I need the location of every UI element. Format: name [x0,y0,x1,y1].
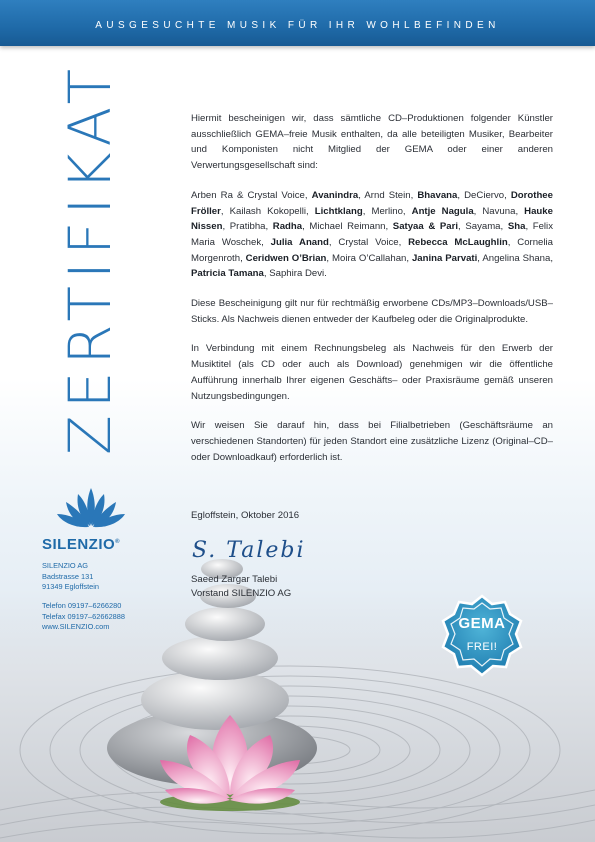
artist-name: Pratibha [229,221,266,233]
license-paragraph: In Verbindung mit einem Rechnungsbeleg als Nachweis für den Erwerb der Musiktitel (als CD oder auch als Download) genehmigen wir die öffentliche Aufführung innerhalb Ihrer eigenen Geschäfts– oder Praxisräume gemäß unseren Nutzungsbedingungen. [191,343,553,402]
intro-paragraph: Hiermit bescheinigen wir, dass sämtliche CD–Produktionen folgender Künstler ausschließlich GEMA–freie Musik enthalten, da alle beteiligten Musiker, Bearbeiter und Komponisten nicht Mitglied der GEMA oder einer anderen Verwertungsgesellschaft sind: [191,113,553,172]
artist-name: Dorothee Fröller [191,189,553,217]
header-tagline: AUSGESUCHTE MUSIK FÜR IHR WOHLBEFINDEN [95,20,500,31]
artist-name: Hauke Nissen [191,205,553,233]
certificate-body [191,111,553,479]
branch-paragraph: Wir weisen Sie darauf hin, dass bei Filialbetrieben (Geschäftsräume an verschiedenen Standorten) für jeden Standort eine zusätzliche Lizenz (Original–CD– oder Downloadkauf) erforderlich ist. [191,420,553,463]
silenzio-lotus-logo-icon [56,486,126,528]
artist-name: Kailash Kokopelli [229,205,307,217]
signer-name: Saeed Zargar Talebi [191,574,278,585]
artist-name: Angelina Shana [482,252,551,264]
company-website: www.SILENZIO.com [42,622,110,632]
company-phone: Telefon 09197–6266280 [42,601,122,610]
company-name: SILENZIO AG [42,561,88,570]
validity-paragraph: Diese Bescheinigung gilt nur für rechtmäßig erworbene CDs/MP3–Downloads/USB–Sticks. Als Nachweis dienen entweder der Kaufbeleg oder die Originalprodukte. [191,298,553,325]
artist-name: Moira O’Callahan [332,252,407,264]
artist-name: Rebecca McLaughlin [408,236,508,248]
artist-name: Bhavana [417,189,458,201]
artist-name: DeCiervo [464,189,505,201]
company-street: Badstrasse 131 [42,571,94,581]
artist-name: Arben Ra & Crystal Voice [191,189,305,201]
artist-name: Janina Parvati [411,252,478,264]
place-date: Egloffstein, Oktober 2016 [191,510,300,521]
brand-wordmark: SILENZIO [42,536,116,553]
artist-name: Arnd Stein [364,189,411,201]
artist-name: Navuna [482,205,516,217]
artist-name: Lichtklang [314,205,363,217]
artist-name: Saphira Devi [269,268,325,280]
brand-name [42,536,120,553]
company-address [42,561,99,593]
artist-name: Satyaa & Pari [392,221,459,233]
artist-name: Crystal Voice [338,236,399,248]
company-fax: Telefax 09197–62662888 [42,611,126,621]
handwritten-signature: S. Talebi [192,538,306,563]
company-contact [42,601,125,633]
artist-name: Patricia Tamana [191,268,264,280]
artist-name: Felix Maria Woschek [191,221,553,248]
signer-block [191,573,291,601]
artist-name: Cornelia Morgenroth [191,236,553,264]
artist-list: Arben Ra & Crystal Voice, Avanindra, Arnd Stein, Bhavana, DeCiervo, Dorothee Fröller, Kailash Kokopelli, Lichtklang, Merlino, Antje Nagula, Navuna, Hauke Nissen, Pratibha, Radha, Michael Reimann, Satyaa & Pari, Sayama, Sha, Felix Maria Woschek, Julia Anand, Crystal Voice, Rebecca McLaughlin, Cornelia Morgenroth, Ceridwen O’Brian, Moira O’Callahan, Janina Parvati, Angelina Shana, Patricia Tamana, Saphira Devi. [191,189,554,280]
artist-name: Antje Nagula [411,205,474,217]
artist-name: Julia Anand [270,236,329,248]
artist-name: Merlino [371,205,403,217]
header-banner [0,0,595,46]
registered-mark: ® [115,539,121,545]
certificate-title: ZERTIFIKAT [56,61,124,455]
artist-name: Avanindra [311,189,359,201]
signer-role: Vorstand SILENZIO AG [191,588,292,599]
artist-name: Ceridwen O’Brian [245,252,327,264]
artist-name: Sha [507,221,526,233]
company-city: 91349 Egloffstein [42,582,99,592]
gema-free-badge-icon [440,594,524,678]
badge-line-1: GEMA [458,615,506,632]
badge-line-2: FREI! [466,641,498,653]
artist-name: Sayama [465,221,501,233]
artist-name: Radha [272,221,303,233]
artist-name: Michael Reimann [309,221,386,233]
